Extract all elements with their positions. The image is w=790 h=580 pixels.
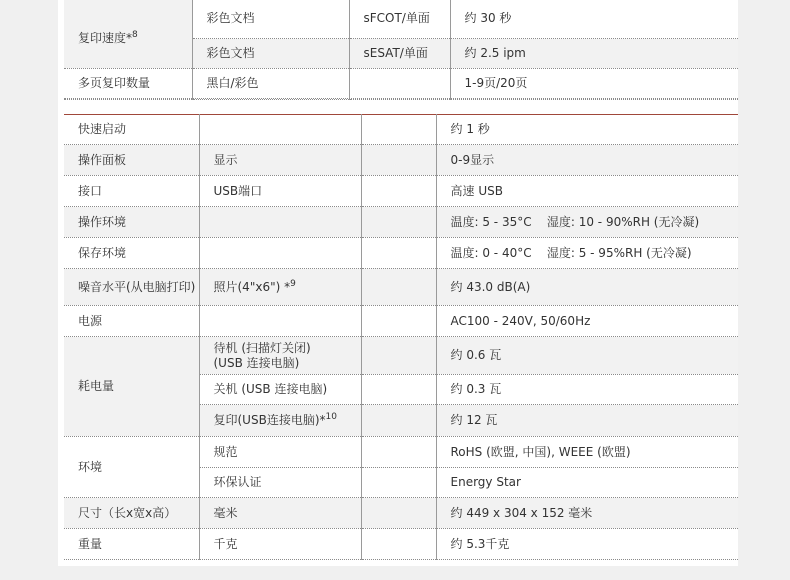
spec-sub-text: 照片(4"x6") * [213,279,291,294]
spec-value: 约 43.0 dB(A) [436,269,738,306]
spec-label: 保存环境 [64,238,199,269]
spec-value: AC100 - 240V, 50/60Hz [436,306,738,337]
table-row [64,238,738,269]
footnote-marker: 9 [290,278,296,289]
general-spec-table [64,114,738,560]
spec-value: 温度: 0 - 40°C 湿度: 5 - 95%RH (无冷凝) [436,238,738,269]
spec-value: 高速 USB [436,176,738,207]
spec-sub: 环保认证 [199,468,361,498]
spec-value: 约 1 秒 [436,115,738,145]
spec-value: 约 12 瓦 [436,405,738,437]
spec-value: 约 5.3千克 [436,529,738,560]
spec-sub: 毫米 [199,498,361,529]
spec-sub [199,115,361,145]
spec-value: 约 0.6 瓦 [436,337,738,375]
spec-label: 尺寸（长x宽x高） [64,498,199,529]
spec-sub: 彩色文档 [192,38,349,68]
spec-sub: 关机 (USB 连接电脑) [199,375,361,405]
spec-sub: 千克 [199,529,361,560]
spec-empty [361,529,436,560]
spec-label: 重量 [64,529,199,560]
spec-sub: 待机 (扫描灯关闭) (USB 连接电脑) [199,337,361,375]
table-row [64,207,738,238]
table-row [64,145,738,176]
table-row [64,269,738,306]
spec-empty [361,337,436,375]
spec-label: 操作面板 [64,145,199,176]
table-row [64,68,738,99]
spec-empty [361,145,436,176]
spec-label: 快速启动 [64,115,199,145]
spec-value: Energy Star [436,468,738,498]
divider [64,98,738,99]
spec-metric: sFCOT/单面 [349,0,450,38]
spec-sub [199,306,361,337]
spec-empty [361,375,436,405]
spec-label [64,0,192,68]
table-row [64,437,738,468]
spec-value: RoHS (欧盟, 中国), WEEE (欧盟) [436,437,738,468]
spec-label: 耗电量 [64,337,199,437]
spec-metric [349,68,450,99]
table-row [64,306,738,337]
spec-empty [361,207,436,238]
spec-label-text: 复印速度* [78,31,133,46]
spec-sub: 显示 [199,145,361,176]
spec-sub: 规范 [199,437,361,468]
spec-label: 电源 [64,306,199,337]
copy-spec-table [64,0,738,100]
spec-value: 0-9显示 [436,145,738,176]
table-row [64,529,738,560]
spec-empty [361,176,436,207]
spec-sub [199,269,361,306]
spec-sub [199,207,361,238]
spec-empty [361,468,436,498]
spec-sub-text: 复印(USB连接电脑)* [213,413,326,427]
spec-sub: 黑白/彩色 [192,68,349,99]
spec-empty [361,405,436,437]
spec-label: 接口 [64,176,199,207]
spec-sub: 彩色文档 [192,0,349,38]
spec-empty [361,437,436,468]
spec-empty [361,306,436,337]
spec-value: 1-9页/20页 [450,68,738,99]
spec-page [58,0,738,566]
spec-value: 温度: 5 - 35°C 湿度: 10 - 90%RH (无冷凝) [436,207,738,238]
spec-empty [361,115,436,145]
table-row [64,337,738,375]
table-row [64,115,738,145]
table-row [64,498,738,529]
spec-empty [361,269,436,306]
spec-label: 噪音水平(从电脑打印) [64,269,199,306]
spec-metric: sESAT/单面 [349,38,450,68]
spec-empty [361,238,436,269]
spec-value: 约 30 秒 [450,0,738,38]
table-row [64,176,738,207]
spec-label: 操作环境 [64,207,199,238]
table-row [64,0,738,38]
spec-value: 约 0.3 瓦 [436,375,738,405]
spec-sub [199,405,361,437]
footnote-marker: 8 [132,30,138,41]
spec-sub [199,238,361,269]
spec-value: 约 2.5 ipm [450,38,738,68]
spec-value: 约 449 x 304 x 152 毫米 [436,498,738,529]
spec-label: 多页复印数量 [64,68,192,99]
spec-label: 环境 [64,437,199,498]
spec-empty [361,498,436,529]
spec-sub: USB端口 [199,176,361,207]
footnote-marker: 10 [325,412,337,422]
